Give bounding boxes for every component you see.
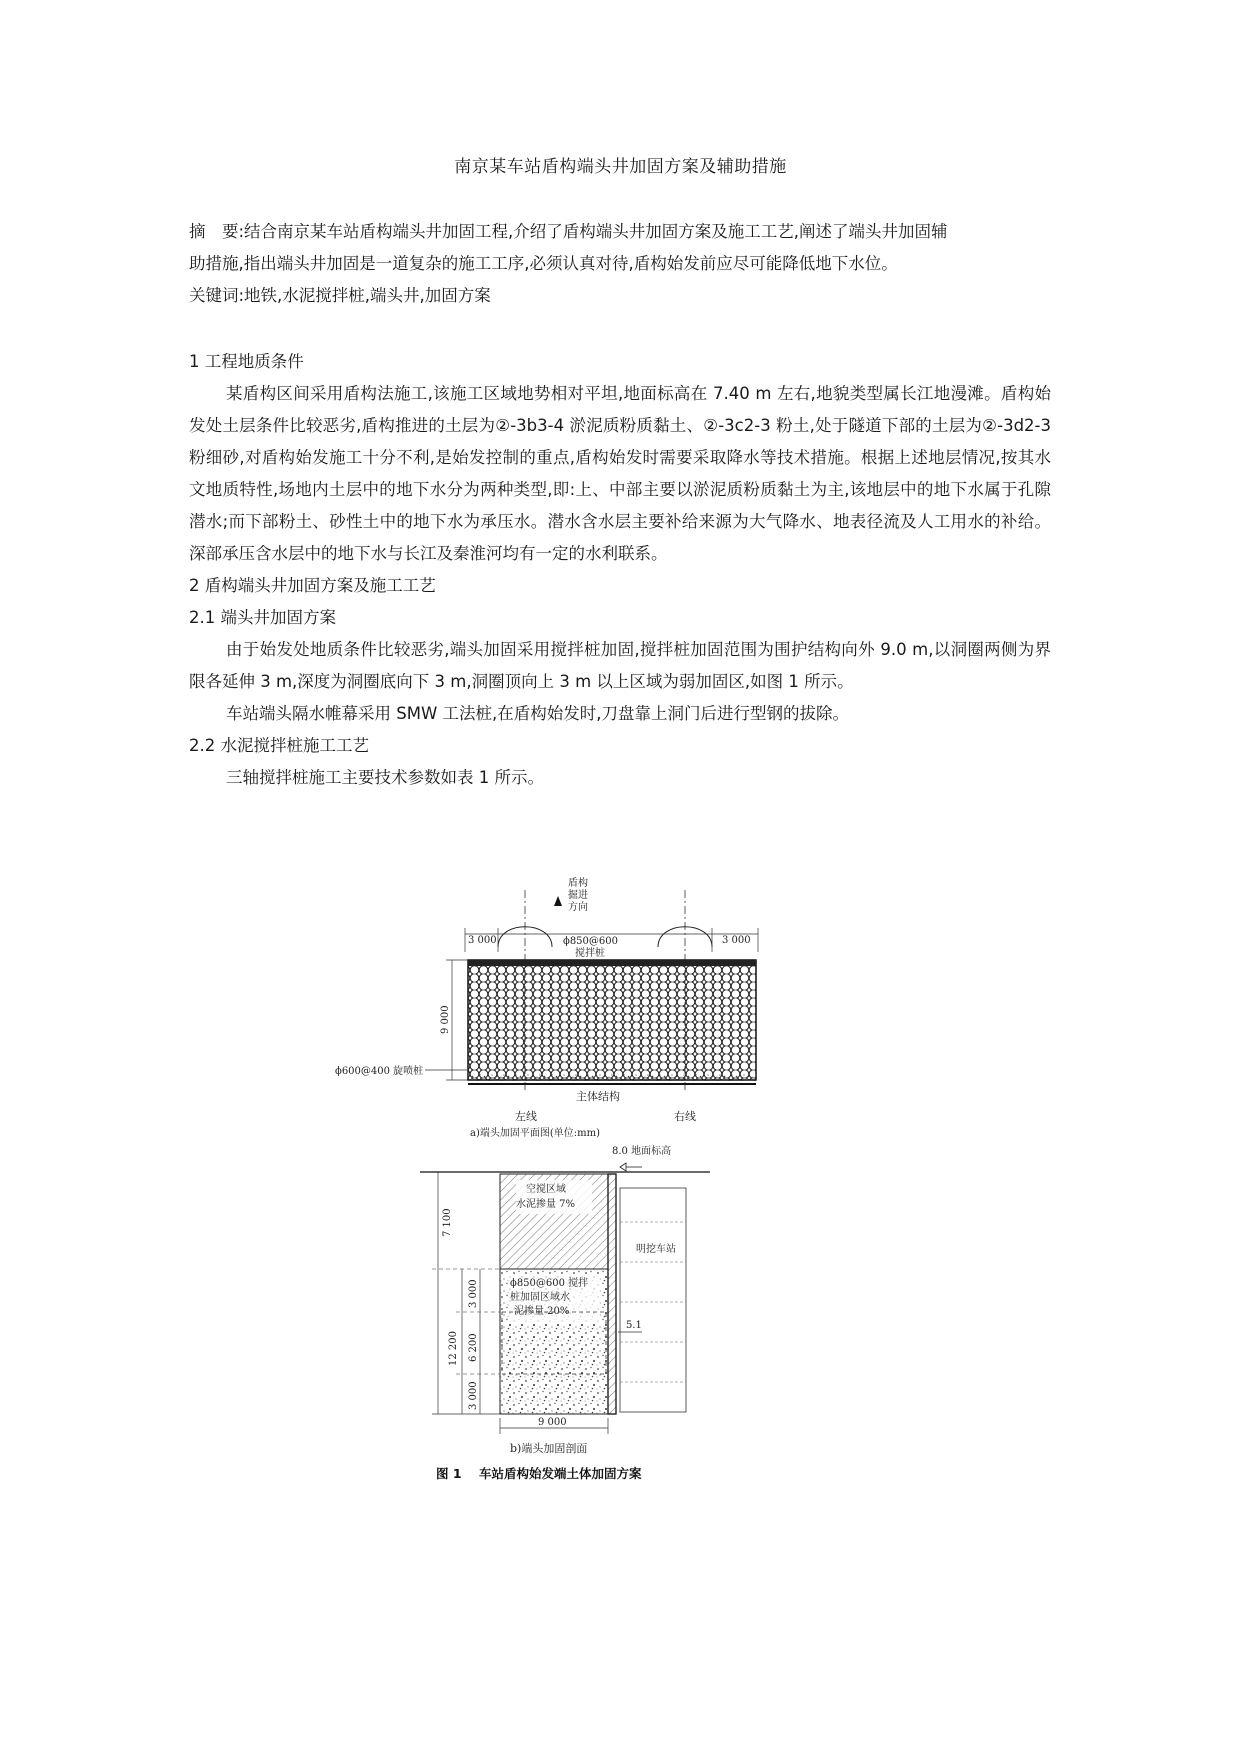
strong-zone-label-2: 桩加固区域水 [510, 1292, 570, 1303]
abstract-line-1: 摘 要:结合南京某车站盾构端头井加固工程,介绍了盾构端头井加固方案及施工工艺,阐述了端头井加固辅 [189, 222, 948, 241]
direction-label-1: 盾构 [568, 878, 588, 889]
dim-right: 3 000 [722, 935, 751, 946]
abstract-block [189, 216, 1051, 312]
retaining-wall [608, 1174, 616, 1414]
figure-captions [380, 1440, 900, 1500]
arrow-left-icon [620, 1163, 626, 1171]
section-caption: b)端头加固剖面 [510, 1442, 588, 1455]
plan-view [335, 876, 758, 1139]
section-2-1-paragraph-2: 车站端头隔水帷幕采用 SMW 工法桩,在盾构始发时,刀盘靠上洞门后进行型钢的拔除。 [226, 704, 850, 723]
keywords: 关键词:地铁,水泥搅拌桩,端头井,加固方案 [189, 286, 491, 305]
strong-zone-label-3: 泥掺量 20% [514, 1306, 570, 1317]
mixing-pile-block [468, 960, 756, 1080]
direction-label-3: 方向 [568, 902, 588, 913]
section-2-1-heading: 2.1 端头井加固方案 [189, 608, 336, 627]
main-structure-label: 主体结构 [576, 1090, 620, 1103]
level-label: 5.1 [626, 1320, 642, 1331]
dim-3000-bottom: 3 000 [468, 1381, 479, 1410]
figure-1 [335, 862, 900, 1442]
dim-width: 9 000 [538, 1417, 567, 1428]
pile-label-2: 搅拌桩 [575, 948, 605, 959]
station-box [620, 1188, 686, 1412]
pile-label-1: ϕ850@600 [563, 936, 618, 947]
direction-label-2: 掘进 [568, 890, 588, 901]
dim-12200: 12 200 [448, 1331, 459, 1366]
dim-depth: 9 000 [440, 1005, 451, 1034]
strong-zone-label-1: ϕ850@600 搅拌 [510, 1278, 589, 1289]
main-text [189, 346, 1051, 794]
section-1-paragraph: 某盾构区间采用盾构法施工,该施工区域地势相对平坦,地面标高在 7.40 m 左右,地貌类型属长江地漫滩。盾构始发处土层条件比较恶劣,盾构推进的土层为②-3b3-4 淤泥质粉质黏土、②-3c2-3 粉土,处于隧道下部的土层为②-3d2-3 粉细砂,对盾构始发施工十分不利,是始发控制的重点,盾构始发时需要采取降水等技术措施。根据上述地层情况,按其水文地质特性,场地内土层中的地下水分为两种类型,即:上、中部主要以淤泥质粉质黏土为主,该地层中的地下水属于孔隙潜水;而下部粉土、砂性土中的地下水为承压水。潜水含水层主要补给来源为大气降水、地表径流及人工用水的补给。深部承压含水层中的地下水与长江及秦淮河均有一定的水利联系。 [189, 384, 1051, 563]
section-2-heading: 2 盾构端头井加固方案及施工工艺 [189, 576, 436, 595]
page-title: 南京某车站盾构端头井加固方案及辅助措施 [454, 157, 787, 177]
dim-7100: 7 100 [442, 1208, 453, 1237]
section-1-heading: 1 工程地质条件 [189, 352, 304, 371]
abstract-line-2: 助措施,指出端头井加固是一道复杂的施工工序,必须认真对待,盾构始发前应尽可能降低地下水位。 [189, 254, 898, 273]
section-2-2-paragraph: 三轴搅拌桩施工主要技术参数如表 1 所示。 [226, 768, 544, 787]
figure-caption: 图 1 车站盾构始发端土体加固方案 [436, 1466, 642, 1481]
dim-3000-top: 3 000 [468, 1279, 479, 1308]
weak-zone-label-1: 空搅区域 [526, 1184, 566, 1195]
jet-pile-label: ϕ600@400 旋喷桩 [335, 1066, 424, 1077]
dim-left: 3 000 [468, 935, 497, 946]
ground-label: 8.0 地面标高 [612, 1146, 672, 1157]
right-line-label: 右线 [674, 1110, 696, 1123]
figure-1-svg [335, 862, 900, 1442]
station-label: 明挖车站 [636, 1244, 676, 1255]
section-2-1-paragraph-1: 由于始发处地质条件比较恶劣,端头加固采用搅拌桩加固,搅拌桩加固范围为围护结构向外 9.0 m,以洞圈两侧为界限各延伸 3 m,深度为洞圈底向下 3 m,洞圈顶向上 3 m 以上区域为弱加固区,如图 1 所示。 [189, 640, 1051, 691]
section-view [420, 1144, 710, 1434]
section-2-2-heading: 2.2 水泥搅拌桩施工工艺 [189, 736, 369, 755]
plan-caption: a)端头加固平面图(单位:mm) [470, 1128, 600, 1139]
weak-zone-label-2: 水泥掺量 7% [516, 1199, 576, 1210]
left-line-label: 左线 [515, 1110, 537, 1123]
dim-6200: 6 200 [468, 1333, 479, 1362]
